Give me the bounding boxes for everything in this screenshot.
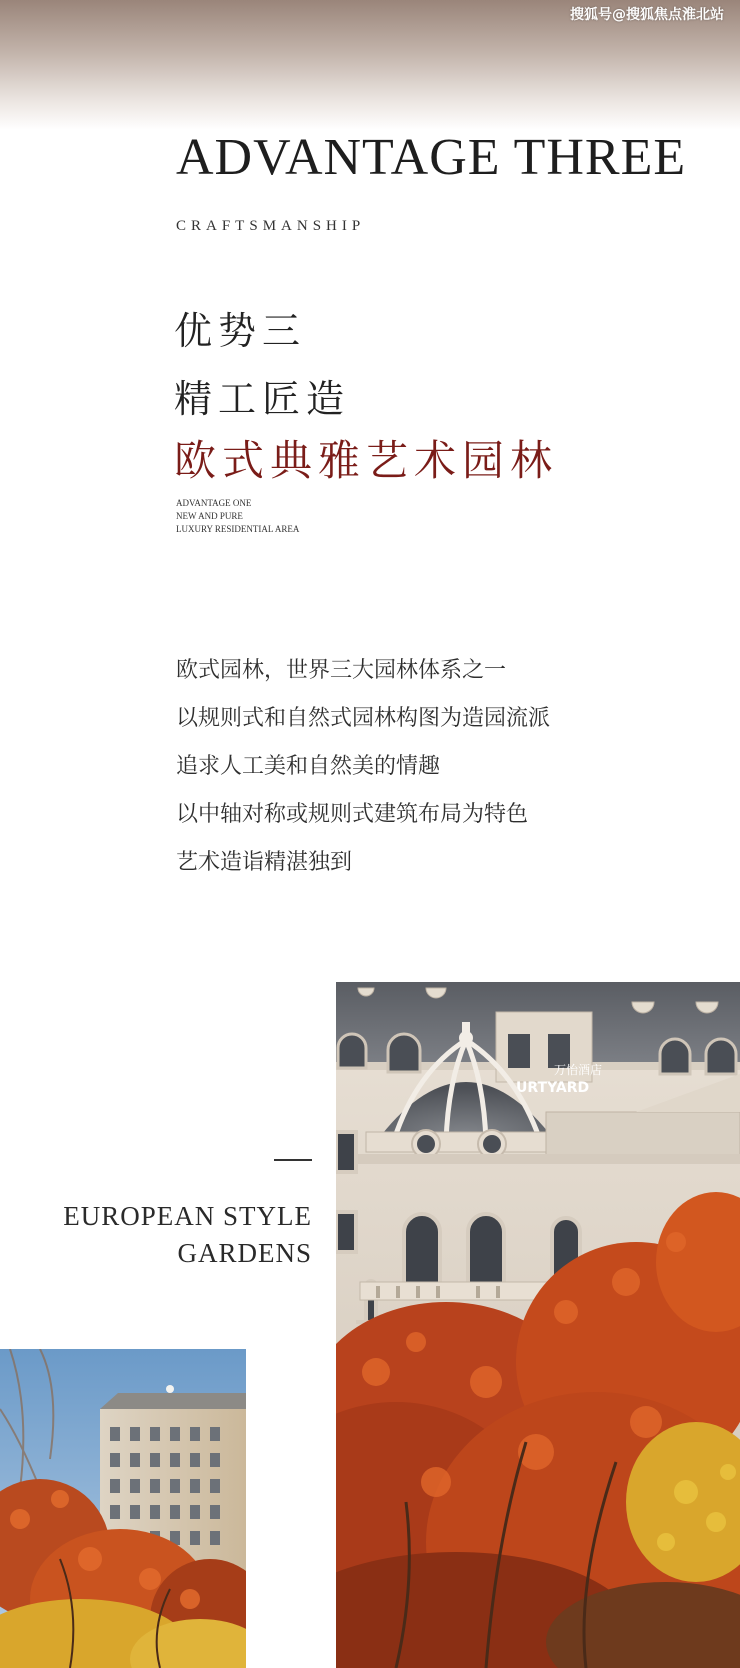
- description-line: 以中轴对称或规则式建筑布局为特色: [176, 802, 529, 827]
- hotel-sign-en: URTYARD: [516, 1080, 590, 1096]
- headline-advantage: 优势三: [174, 309, 307, 353]
- secondary-photo: [0, 1349, 246, 1668]
- description-block: [176, 647, 550, 887]
- description-line: 追求人工美和自然美的情趣: [176, 754, 441, 779]
- gallery-caption-line: EUROPEAN STYLE: [63, 1201, 312, 1231]
- page-subtitle: CRAFTSMANSHIP: [176, 218, 366, 234]
- description-line: 欧式园林，世界三大园林体系之一: [176, 658, 507, 683]
- watermark: 搜狐号@搜狐焦点淮北站: [570, 7, 724, 23]
- mini-caption: [176, 497, 299, 536]
- caption-divider: [274, 1159, 312, 1161]
- mini-caption-line: LUXURY RESIDENTIAL AREA: [176, 524, 300, 534]
- gallery-caption-line: GARDENS: [177, 1238, 312, 1268]
- headline-garden: 欧式典雅艺术园林: [174, 436, 559, 485]
- headline-craftsmanship: 精工匠造: [174, 377, 351, 421]
- hotel-sign-cn: 万怡酒店: [554, 1063, 603, 1077]
- mini-caption-line: NEW AND PURE: [176, 511, 243, 521]
- description-line: 艺术造诣精湛独到: [176, 850, 353, 875]
- description-line: 以规则式和自然式园林构图为造园流派: [176, 706, 551, 731]
- gallery-caption: [63, 1198, 312, 1272]
- mini-caption-line: ADVANTAGE ONE: [176, 498, 252, 508]
- main-photo: [336, 982, 740, 1668]
- page-title: ADVANTAGE THREE: [176, 129, 687, 186]
